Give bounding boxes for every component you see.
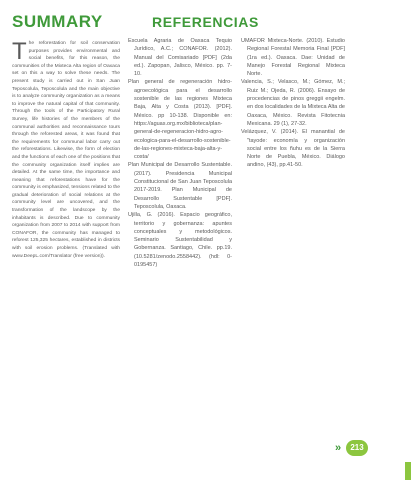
reference-entry: Plan Municipal de Desarrollo Sustentable. (2017). Presidencia Municipal Constitucional de San Juan Teposcolula 2017-2019. Plan Municipal de Desarrollo Sustentable [PDF]. Teposcolula, Oaxaca.	[128, 162, 232, 210]
summary-body-text: he reforestation for soil conservation purposes provides environmental and social benefits, for this reason, the communities of the Mixteca Alta region of Oaxaca set on this a way to solve these needs. The present study is carried out in San Juan Teposcolula, Teposcolula and the main objective is to analyze community organization as a means to improve the natural capital of that community. Through the tools of the Participatory Rural Survey, life histories of the members of the communal authorities and reconnaissance tours through the reforested areas, it was found that the requirements for communal labor carry out the reforestations. Likewise, the form of election and the functions of each one of the positions that the community organization itself implies are detailed. At the same time, the importance and meaning that reforestations have for the community is emphasized, tensions related to the gradual deterioration of social relations at the community level are uncovered, and the transformation of the landscope by the inhabitants is described. Due to community organization from 2007 to 2014 with support from CONAFOR, the community has managed to reforest 125,325 hectares, established in districts with soil erosion problems. (Translated with www.DeepL.com/Translator (free version)).	[12, 41, 120, 259]
reference-entry: Velázquez, V. (2014). El manantial de "tayode: economía y organización social entre los ñuhu es de la Sierra Norte de Puebla, México. Diálogo andino, (43), pp.41-50.	[241, 129, 345, 169]
summary-section	[12, 12, 120, 260]
edge-color-tab	[405, 462, 411, 480]
double-chevron-icon: »	[335, 442, 342, 454]
reference-entry: Valencia, S.; Velasco, M.; Gómez, M.; Ruiz M.; Ojeda, R. (2006). Ensayo de procedencias de pinos greggii engelm. en dos localidades de la Mixteca Alta de Oaxaca, México. Revista Fitotecnia Mexicana. 29 (1), 27-32.	[241, 79, 345, 127]
reference-entry: Escuela Agraria de Oaxaca Tequio Jurídico, A.C.; CONAFOR. (2012). Manual del Comisariado [PDF] (2da ed.). Zapopan, Jalisco, México. pp. 7-10.	[128, 38, 232, 78]
summary-abstract	[12, 40, 120, 260]
reference-entry: UMAFOR Mixteca-Norte. (2010). Estudio Regional Forestal Memoria Final [PDF] (1ra ed.). Oaxaca. Dae: Unidad de Manejo Forestal Regional Mixteca Norte.	[241, 38, 345, 78]
references-column-2	[241, 37, 345, 170]
references-column-1	[128, 37, 232, 269]
reference-entry: Ujilla, G. (2016). Espacio geográfico, territorio y gobernanza: apuntes conceptuales y metodológicos. Seminario Sustentabilidad y Gobernanza. Santiago, Chile. pp.19. (10.5281/zenodo.2558442). (hdl: 0-0195457)	[128, 212, 232, 269]
references-heading: REFERENCIAS	[152, 14, 259, 30]
page-number-badge: 213	[346, 440, 368, 456]
reference-entry: Plan general de regeneración hidro-agroecológica para el desarrollo sostenible de las regiones Mixteca Baja, Alta y Costa (2013). [PDF]. México. pp 10-138. Disponible en: https://aguas.org.mx/biblioteca/plan-general-de-regeneracion-hidro-agro-ecologica-para-el-desarrollo-sostenible-de-las-regiones-mixteca-baja-alta-y-costa/	[128, 79, 232, 161]
summary-heading: SUMMARY	[12, 12, 103, 31]
drop-cap-letter: T	[12, 38, 27, 65]
